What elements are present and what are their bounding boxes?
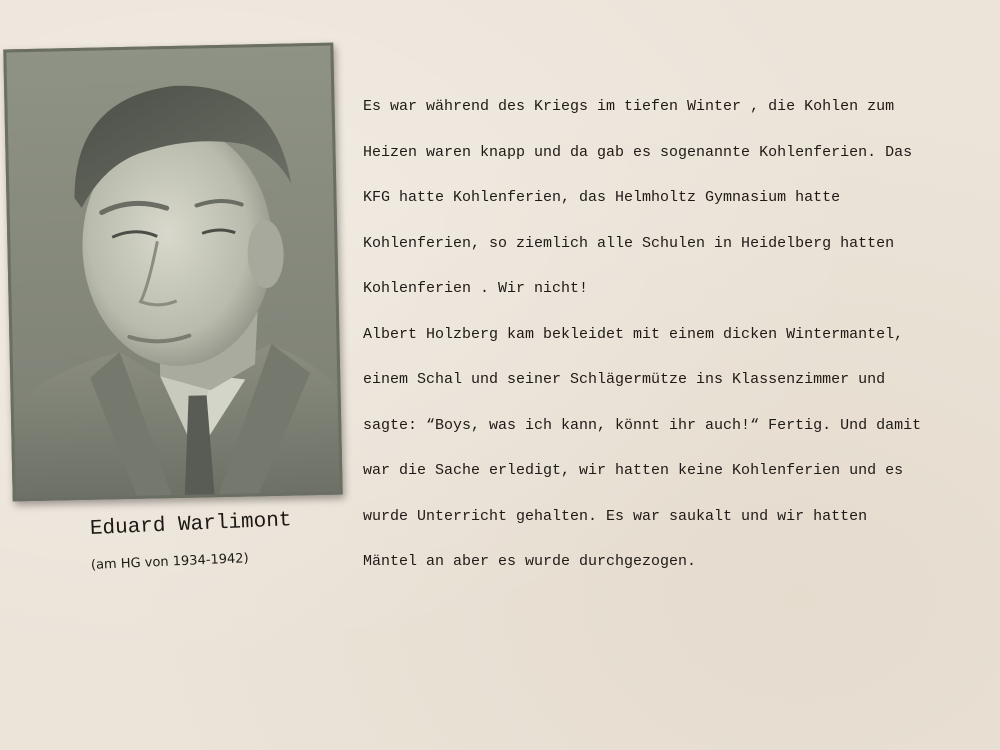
story-line: Albert Holzberg kam bekleidet mit einem dicken Wintermantel, (363, 325, 904, 343)
story-line: wurde Unterricht gehalten. Es war saukalt und wir hatten (363, 507, 868, 525)
story-line: Kohlenferien . Wir nicht! (363, 280, 589, 297)
story-line: einem Schal und seiner Schlägermütze ins Klassenzimmer und (363, 371, 886, 388)
portrait-photo (3, 43, 342, 502)
story-line: KFG hatte Kohlenferien, das Helmholtz Gymnasium hatte (363, 189, 841, 206)
story-line: sagte: “Boys, was ich kann, könnt ihr auch!“ Fertig. Und damit (363, 416, 922, 434)
story-line: war die Sache erledigt, wir hatten keine Kohlenferien und es (363, 462, 904, 479)
story-line: Es war während des Kriegs im tiefen Winter , die Kohlen zum (363, 98, 895, 115)
caption-years: (am HG von 1934-1942) (90, 551, 249, 573)
story-text (363, 84, 983, 585)
story-line: Mäntel an aber es wurde durchgezogen. (363, 553, 697, 570)
caption-name: Eduard Warlimont (89, 509, 292, 541)
portrait-illustration (3, 43, 342, 502)
story-line: Kohlenferien, so ziemlich alle Schulen in Heidelberg hatten (363, 234, 895, 252)
story-line: Heizen waren knapp und da gab es sogenannte Kohlenferien. Das (363, 143, 913, 161)
